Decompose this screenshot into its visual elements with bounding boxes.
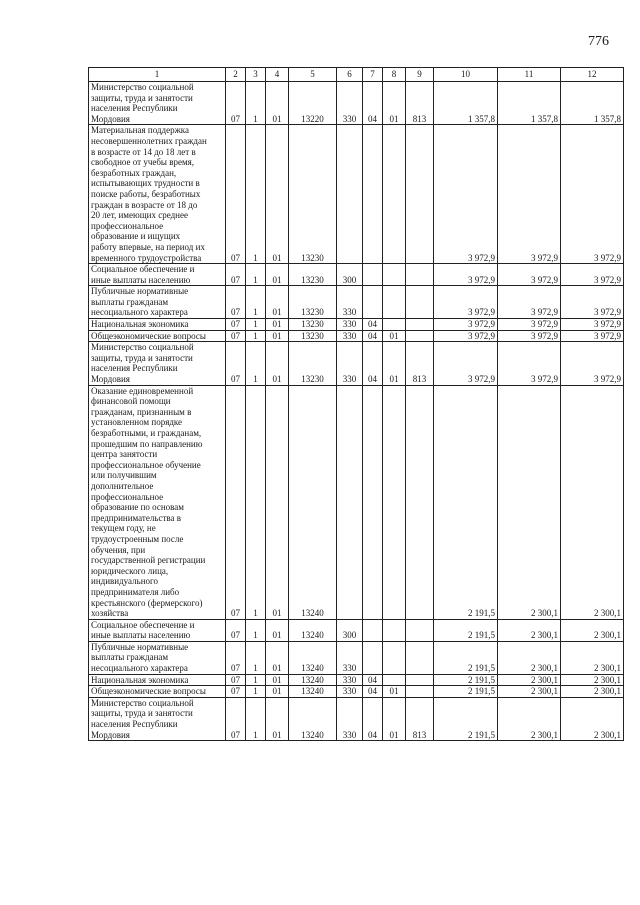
cell-amount-year-2: 3 972,9 — [498, 286, 561, 319]
page-number: 776 — [588, 34, 609, 49]
cell-subsection-code: 1 — [246, 264, 266, 286]
cell-amount-year-2: 2 300,1 — [498, 641, 561, 674]
cell-row-name: Национальная экономика — [89, 319, 226, 331]
cell-amount-year-1: 1 357,8 — [434, 82, 498, 125]
cell-subsection-code: 1 — [246, 286, 266, 319]
table-body — [89, 82, 624, 741]
cell-subsection-code: 1 — [246, 82, 266, 125]
cell-expense-type: 330 — [337, 286, 363, 319]
cell-amount-year-3: 3 972,9 — [561, 319, 624, 331]
cell-expense-type: 300 — [337, 619, 363, 641]
cell-expense-type: 330 — [337, 641, 363, 674]
cell-subchapter-code: 01 — [383, 342, 406, 385]
cell-amount-year-2: 3 972,9 — [498, 330, 561, 342]
table-row — [89, 697, 624, 740]
cell-target-code: 13230 — [289, 319, 337, 331]
cell-amount-year-1: 3 972,9 — [434, 286, 498, 319]
cell-section-code: 07 — [226, 319, 246, 331]
cell-subchapter-code — [383, 385, 406, 619]
column-header: 10 — [434, 68, 498, 82]
cell-chapter-code: 04 — [363, 686, 383, 698]
cell-section-code: 07 — [226, 619, 246, 641]
cell-section-code: 07 — [226, 686, 246, 698]
cell-expense-type: 330 — [337, 319, 363, 331]
cell-expense-type — [337, 125, 363, 264]
cell-amount-year-1: 3 972,9 — [434, 342, 498, 385]
cell-amount-year-2: 2 300,1 — [498, 697, 561, 740]
cell-amount-year-2: 3 972,9 — [498, 319, 561, 331]
table-row — [89, 319, 624, 331]
table-row — [89, 641, 624, 674]
cell-ministry-code: 813 — [406, 82, 434, 125]
cell-amount-year-3: 3 972,9 — [561, 125, 624, 264]
cell-section-code: 07 — [226, 385, 246, 619]
cell-section-code: 07 — [226, 641, 246, 674]
cell-program-code: 01 — [266, 641, 289, 674]
cell-target-code: 13230 — [289, 286, 337, 319]
header-row — [89, 68, 624, 82]
table-row — [89, 686, 624, 698]
cell-amount-year-3: 2 300,1 — [561, 619, 624, 641]
cell-program-code: 01 — [266, 342, 289, 385]
column-header: 3 — [246, 68, 266, 82]
cell-ministry-code — [406, 319, 434, 331]
cell-expense-type: 330 — [337, 674, 363, 686]
cell-subchapter-code — [383, 641, 406, 674]
cell-amount-year-1: 2 191,5 — [434, 686, 498, 698]
cell-amount-year-1: 3 972,9 — [434, 319, 498, 331]
cell-ministry-code — [406, 330, 434, 342]
column-header: 4 — [266, 68, 289, 82]
cell-subsection-code: 1 — [246, 686, 266, 698]
cell-chapter-code: 04 — [363, 330, 383, 342]
cell-amount-year-1: 3 972,9 — [434, 330, 498, 342]
table-row — [89, 125, 624, 264]
cell-program-code: 01 — [266, 686, 289, 698]
cell-target-code: 13240 — [289, 641, 337, 674]
cell-amount-year-2: 2 300,1 — [498, 619, 561, 641]
cell-ministry-code — [406, 641, 434, 674]
cell-row-name: Оказание единовременной финансовой помощи гражданам, признанным в установленном порядке безработными, и гражданам, прошедшим по направлению центра занятости профессиональное обучение или получившим дополнительное профессиональное образование по основам предпринимательства в текущем году, не трудоустроенным после обучения, при государственной регистрации юридического лица, индивидуального предпринимателя либо крестьянского (фермерского) хозяйства — [89, 385, 226, 619]
cell-amount-year-3: 2 300,1 — [561, 697, 624, 740]
table-row — [89, 619, 624, 641]
cell-amount-year-3: 2 300,1 — [561, 385, 624, 619]
cell-expense-type: 330 — [337, 82, 363, 125]
cell-program-code: 01 — [266, 330, 289, 342]
cell-target-code: 13240 — [289, 686, 337, 698]
cell-program-code: 01 — [266, 125, 289, 264]
cell-ministry-code — [406, 264, 434, 286]
table-row — [89, 286, 624, 319]
cell-amount-year-1: 2 191,5 — [434, 641, 498, 674]
cell-row-name: Публичные нормативные выплаты гражданам несоциального характера — [89, 641, 226, 674]
cell-row-name: Социальное обеспечение и иные выплаты населению — [89, 264, 226, 286]
cell-ministry-code: 813 — [406, 342, 434, 385]
cell-ministry-code — [406, 674, 434, 686]
table-row — [89, 342, 624, 385]
cell-chapter-code — [363, 264, 383, 286]
column-header: 11 — [498, 68, 561, 82]
cell-program-code: 01 — [266, 319, 289, 331]
cell-subchapter-code: 01 — [383, 330, 406, 342]
cell-row-name: Общеэкономические вопросы — [89, 686, 226, 698]
cell-program-code: 01 — [266, 286, 289, 319]
cell-subsection-code: 1 — [246, 319, 266, 331]
cell-subchapter-code: 01 — [383, 82, 406, 125]
cell-ministry-code — [406, 686, 434, 698]
cell-row-name: Материальная поддержка несовершеннолетних граждан в возрасте от 14 до 18 лет в свободное от учебы время, безработных граждан, испытывающих трудности в поиске работы, безработных граждан в возрасте от 18 до 20 лет, имеющих среднее профессиональное образование и ищущих работу впервые, на период их временного трудоустройства — [89, 125, 226, 264]
cell-row-name: Национальная экономика — [89, 674, 226, 686]
cell-chapter-code — [363, 385, 383, 619]
cell-amount-year-3: 3 972,9 — [561, 286, 624, 319]
cell-subsection-code: 1 — [246, 385, 266, 619]
cell-amount-year-2: 2 300,1 — [498, 385, 561, 619]
cell-subsection-code: 1 — [246, 641, 266, 674]
cell-section-code: 07 — [226, 674, 246, 686]
table-row — [89, 82, 624, 125]
cell-amount-year-2: 3 972,9 — [498, 125, 561, 264]
cell-target-code: 13230 — [289, 264, 337, 286]
cell-amount-year-3: 3 972,9 — [561, 330, 624, 342]
column-header: 7 — [363, 68, 383, 82]
cell-subsection-code: 1 — [246, 125, 266, 264]
cell-section-code: 07 — [226, 125, 246, 264]
cell-program-code: 01 — [266, 674, 289, 686]
cell-ministry-code — [406, 385, 434, 619]
cell-chapter-code: 04 — [363, 82, 383, 125]
column-header: 8 — [383, 68, 406, 82]
cell-expense-type: 330 — [337, 697, 363, 740]
cell-expense-type — [337, 385, 363, 619]
cell-row-name: Публичные нормативные выплаты гражданам несоциального характера — [89, 286, 226, 319]
cell-program-code: 01 — [266, 385, 289, 619]
cell-subchapter-code — [383, 125, 406, 264]
cell-subsection-code: 1 — [246, 697, 266, 740]
cell-chapter-code: 04 — [363, 319, 383, 331]
column-header: 2 — [226, 68, 246, 82]
cell-row-name: Социальное обеспечение и иные выплаты населению — [89, 619, 226, 641]
cell-target-code: 13220 — [289, 82, 337, 125]
cell-section-code: 07 — [226, 342, 246, 385]
column-header: 1 — [89, 68, 226, 82]
cell-amount-year-3: 2 300,1 — [561, 686, 624, 698]
cell-chapter-code — [363, 619, 383, 641]
cell-subchapter-code: 01 — [383, 686, 406, 698]
cell-program-code: 01 — [266, 619, 289, 641]
column-header: 12 — [561, 68, 624, 82]
cell-expense-type: 330 — [337, 686, 363, 698]
cell-expense-type: 330 — [337, 330, 363, 342]
cell-row-name: Министерство социальной защиты, труда и занятости населения Республики Мордовия — [89, 82, 226, 125]
cell-amount-year-2: 2 300,1 — [498, 674, 561, 686]
cell-program-code: 01 — [266, 697, 289, 740]
cell-subsection-code: 1 — [246, 619, 266, 641]
column-header: 5 — [289, 68, 337, 82]
cell-ministry-code — [406, 125, 434, 264]
table-row — [89, 674, 624, 686]
cell-subchapter-code — [383, 619, 406, 641]
budget-table — [88, 67, 624, 741]
cell-section-code: 07 — [226, 264, 246, 286]
cell-subchapter-code — [383, 674, 406, 686]
cell-program-code: 01 — [266, 264, 289, 286]
cell-chapter-code — [363, 286, 383, 319]
cell-chapter-code: 04 — [363, 697, 383, 740]
cell-amount-year-2: 2 300,1 — [498, 686, 561, 698]
cell-row-name: Общеэкономические вопросы — [89, 330, 226, 342]
cell-target-code: 13230 — [289, 342, 337, 385]
cell-amount-year-1: 2 191,5 — [434, 697, 498, 740]
cell-target-code: 13240 — [289, 385, 337, 619]
cell-amount-year-3: 3 972,9 — [561, 342, 624, 385]
table-row — [89, 264, 624, 286]
cell-target-code: 13240 — [289, 674, 337, 686]
cell-amount-year-1: 3 972,9 — [434, 264, 498, 286]
cell-chapter-code — [363, 641, 383, 674]
table-row — [89, 330, 624, 342]
cell-target-code: 13240 — [289, 697, 337, 740]
cell-ministry-code — [406, 286, 434, 319]
cell-ministry-code: 813 — [406, 697, 434, 740]
cell-amount-year-2: 3 972,9 — [498, 264, 561, 286]
cell-section-code: 07 — [226, 286, 246, 319]
cell-amount-year-1: 2 191,5 — [434, 385, 498, 619]
column-header: 9 — [406, 68, 434, 82]
cell-subchapter-code: 01 — [383, 697, 406, 740]
cell-subsection-code: 1 — [246, 342, 266, 385]
cell-amount-year-1: 2 191,5 — [434, 619, 498, 641]
cell-section-code: 07 — [226, 330, 246, 342]
cell-ministry-code — [406, 619, 434, 641]
cell-amount-year-2: 1 357,8 — [498, 82, 561, 125]
cell-chapter-code — [363, 125, 383, 264]
cell-amount-year-3: 3 972,9 — [561, 264, 624, 286]
cell-amount-year-3: 2 300,1 — [561, 674, 624, 686]
table-row — [89, 385, 624, 619]
cell-program-code: 01 — [266, 82, 289, 125]
cell-subsection-code: 1 — [246, 674, 266, 686]
cell-subsection-code: 1 — [246, 330, 266, 342]
cell-amount-year-3: 2 300,1 — [561, 641, 624, 674]
cell-subchapter-code — [383, 286, 406, 319]
cell-chapter-code: 04 — [363, 674, 383, 686]
cell-subchapter-code — [383, 319, 406, 331]
cell-row-name: Министерство социальной защиты, труда и занятости населения Республики Мордовия — [89, 697, 226, 740]
cell-amount-year-1: 3 972,9 — [434, 125, 498, 264]
cell-expense-type: 330 — [337, 342, 363, 385]
cell-section-code: 07 — [226, 82, 246, 125]
cell-target-code: 13230 — [289, 125, 337, 264]
cell-chapter-code: 04 — [363, 342, 383, 385]
cell-target-code: 13240 — [289, 619, 337, 641]
cell-amount-year-1: 2 191,5 — [434, 674, 498, 686]
cell-row-name: Министерство социальной защиты, труда и занятости населения Республики Мордовия — [89, 342, 226, 385]
column-header: 6 — [337, 68, 363, 82]
cell-amount-year-3: 1 357,8 — [561, 82, 624, 125]
cell-section-code: 07 — [226, 697, 246, 740]
cell-subchapter-code — [383, 264, 406, 286]
cell-target-code: 13230 — [289, 330, 337, 342]
cell-expense-type: 300 — [337, 264, 363, 286]
cell-amount-year-2: 3 972,9 — [498, 342, 561, 385]
